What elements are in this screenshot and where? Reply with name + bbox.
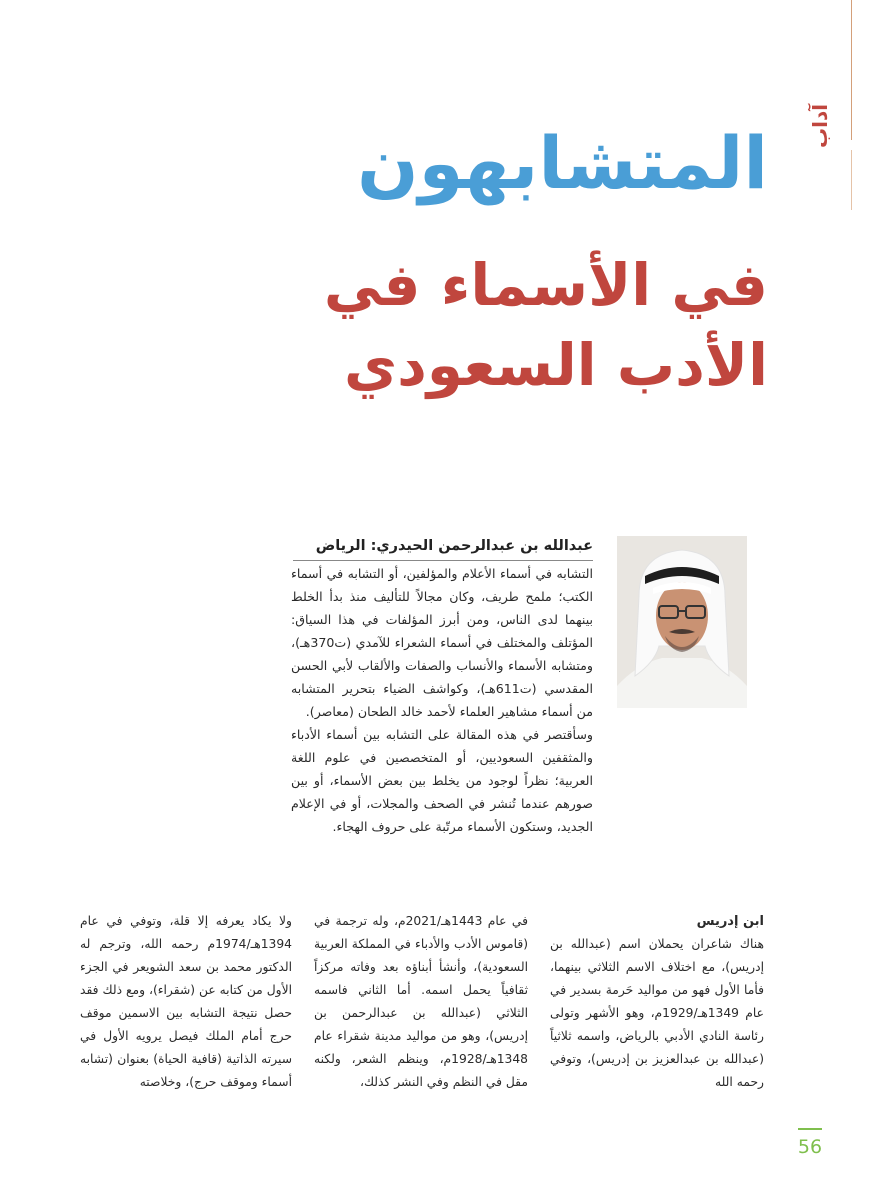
section-label: آداب	[808, 103, 832, 149]
column-text: هناك شاعران يحملان اسم (عبدالله بن إدريس)، مع اختلاف الاسم الثلاثي بينهما، فأما الأول فهو من مواليد حَرمة بسدير في عام 1349هـ/1929م، وهو الأشهر وتولى رئاسة النادي الأدبي بالرياض، واسمه ثلاثياً (عبدالله بن عبدالعزيز بن إدريس)، وتوفي رحمه الله	[550, 937, 765, 1089]
column-text: في عام 1443هـ/2021م، وله ترجمة في (قاموس الأدب والأدباء في المملكة العربية السعودية)، وأنشأ أبناؤه بعد وفاته مركزاً ثقافياً يحمل اسمه. أما الثاني فاسمه الثلاثي (عبدالله بن عبدالرحمن بن إدريس)، وهو من مواليد مدينة شقراء عام 1348هـ/1928م، وينظم الشعر، ولكنه مقل في النظم وفي النشر كذلك،	[314, 914, 528, 1089]
text-column-3	[80, 910, 292, 1094]
text-column-1	[550, 910, 764, 1094]
author-portrait-illustration	[617, 536, 747, 708]
article-subtitle: في الأسماء في الأدب السعودي	[323, 251, 768, 399]
author-photo	[617, 536, 747, 708]
intro-paragraph: التشابه في أسماء الأعلام والمؤلفين، أو التشابه في أسماء الكتب؛ ملمح طريف، وكان مجالاً للتأليف منذ بدأ الخلط بينهما لدى الناس، ومن أبرز المؤلفات في هذا السياق: المؤتلف والمختلف في أسماء الشعراء للآمدي (ت370هـ)، ومتشابه الأسماء والأنساب والصفات والألقاب لأبي الحسن المقدسي (ت611هـ)، وكواشف الضياء بتحرير المتشابه من أسماء مشاهير العلماء لأحمد خالد الطحان (معاصر).	[291, 566, 593, 719]
page-number: 56	[797, 1136, 823, 1158]
article-title: المتشابهون	[357, 121, 768, 205]
decorative-vertical-line	[851, 0, 852, 140]
column-text: ولا يكاد يعرفه إلا قلة، وتوفي في عام 1394هـ/1974م رحمه الله، وترجم له الدكتور محمد بن سعد الشويعر في الجزء الأول من كتابه عن (شقراء)، ومع ذلك فقد حصل نتيجة التشابه بين الاسمين موقف حرج أمام الملك فيصل يرويه الأول في سيرته الذاتية (قافية الحياة) بعنوان (تشابه أسماء وموقف حرج)، وخلاصته	[80, 914, 292, 1089]
decorative-vertical-line-lower	[851, 150, 852, 210]
page-number-rule	[798, 1128, 822, 1130]
intro-text	[291, 562, 593, 838]
text-column-2	[314, 910, 528, 1094]
subheading: ابن إدريس	[696, 914, 764, 929]
intro-paragraph: وسأقتصر في هذه المقالة على التشابه بين أسماء الأدباء والمثقفين السعوديين، أو المتخصصين في علوم اللغة العربية؛ نظراً لوجود من يخلط بين بعض الأسماء، أو بين صورهم عندما تُنشر في الصحف والمجلات، أو في الإعلام الجديد، وستكون الأسماء مرتّبة على حروف الهجاء.	[291, 727, 593, 834]
author-byline: عبدالله بن عبدالرحمن الحيدري: الرياض	[293, 535, 593, 561]
